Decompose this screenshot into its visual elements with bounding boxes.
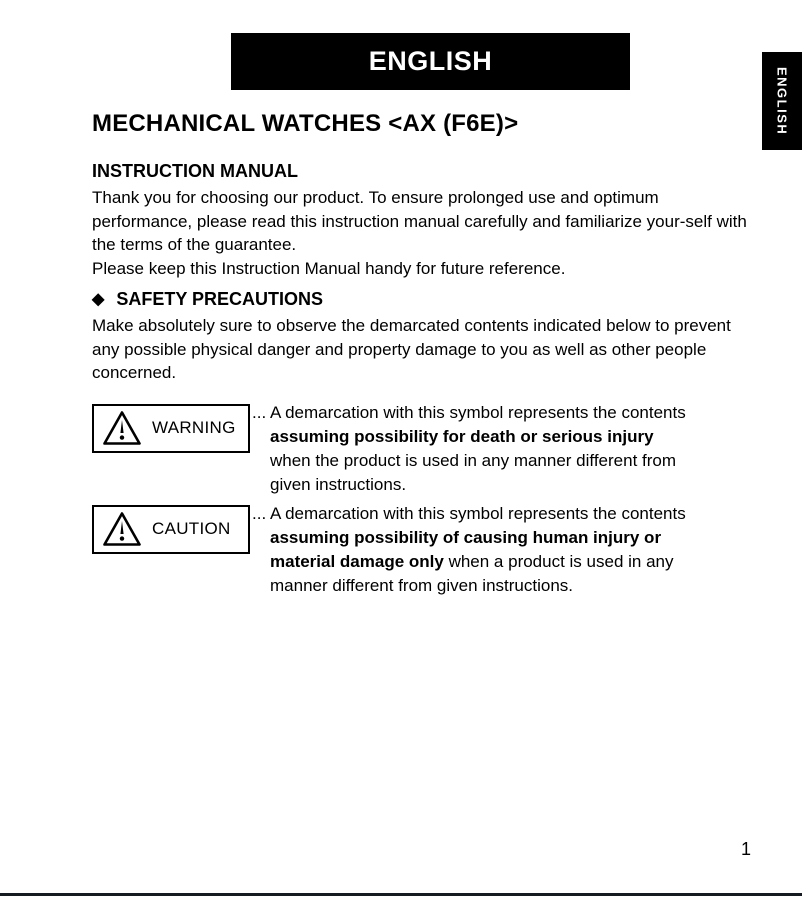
- caution-box-label: CAUTION: [152, 519, 231, 538]
- warning-triangle-icon: [101, 510, 143, 548]
- language-banner-label: ENGLISH: [368, 46, 493, 76]
- warning-box-label: WARNING: [152, 418, 236, 437]
- diamond-bullet-icon: ◆: [92, 291, 105, 308]
- warning-description: ... A demarcation with this symbol represents the contents assuming possibility for death or serious injury when the product is used in any manner different from given instructions.: [252, 402, 686, 494]
- bottom-rule: [0, 893, 802, 896]
- page-title: MECHANICAL WATCHES <AX (F6E)>: [92, 110, 519, 137]
- safety-precautions-heading: [92, 288, 754, 311]
- language-side-tab-label: ENGLISH: [774, 66, 790, 136]
- caution-row: [92, 502, 754, 598]
- warning-row: [92, 401, 754, 497]
- page-number: 1: [740, 839, 751, 859]
- safety-precautions-heading-label: SAFETY PRECAUTIONS: [116, 289, 324, 309]
- page-content: [92, 110, 754, 598]
- safety-precautions-intro: Make absolutely sure to observe the demarcated contents indicated below to prevent any possible physical danger and property damage to you as well as other people concerned.: [92, 316, 731, 382]
- instruction-manual-heading: INSTRUCTION MANUAL: [92, 161, 298, 181]
- warning-triangle-icon: [101, 409, 143, 447]
- instruction-manual-paragraph-1: Thank you for choosing our product. To ensure prolonged use and optimum performance, please read this instruction manual carefully and familiarize your-self with the terms of the guarantee.: [92, 188, 747, 254]
- caution-box: [92, 505, 250, 554]
- caution-description: ... A demarcation with this symbol represents the contents assuming possibility of causing human injury or material damage only when a product is used in any manner different from given instructions.: [252, 503, 686, 595]
- language-side-tab: [762, 52, 802, 150]
- instruction-manual-paragraph-2: Please keep this Instruction Manual handy for future reference.: [92, 258, 566, 278]
- warning-box: [92, 404, 250, 453]
- language-banner: [231, 33, 630, 90]
